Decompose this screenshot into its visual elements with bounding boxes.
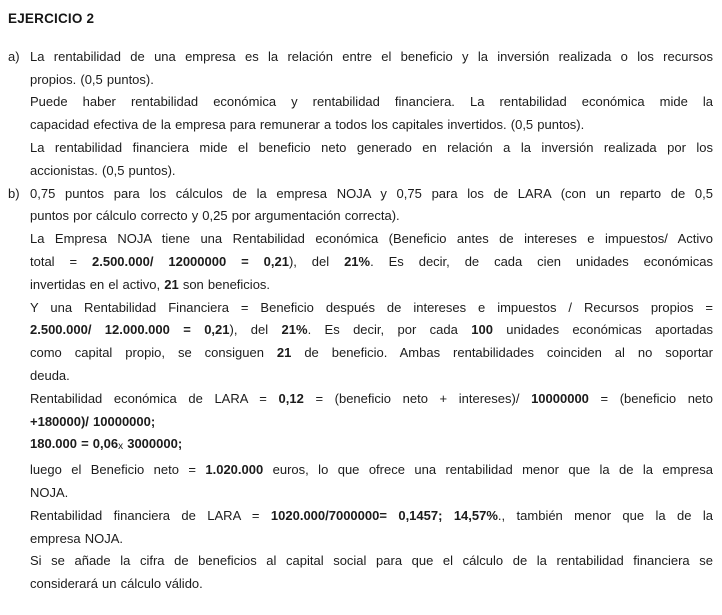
text-line xyxy=(30,46,713,69)
paragraph xyxy=(30,91,713,137)
text-segment: La rentabilidad financiera mide el beneficio neto generado en relación a la inversión realizada por los xyxy=(30,139,713,155)
text-line xyxy=(30,459,713,482)
document-body xyxy=(8,46,713,596)
text-segment: total = xyxy=(30,253,92,269)
text-segment: La Empresa NOJA tiene una Rentabilidad económica (Beneficio antes de intereses e impuestos/ Activo xyxy=(30,231,713,247)
text-segment: 21% xyxy=(344,253,371,269)
text-line xyxy=(30,482,713,505)
text-segment: invertidas en el activo, xyxy=(30,276,165,292)
text-line xyxy=(30,251,713,274)
list-marker: a) xyxy=(8,48,20,64)
text-segment: como capital propio, se consiguen xyxy=(30,345,277,361)
text-segment: 0,12 xyxy=(278,390,304,406)
text-segment: x xyxy=(118,441,124,453)
text-block xyxy=(8,46,713,183)
text-line xyxy=(30,274,713,297)
paragraph xyxy=(30,388,713,434)
paragraph xyxy=(30,183,713,229)
text-segment: considerará un cálculo válido. xyxy=(30,576,203,592)
text-segment: accionistas. (0,5 puntos). xyxy=(30,162,176,178)
text-line xyxy=(30,297,713,320)
text-segment: euros, lo que ofrece una rentabilidad menor que la de la empresa xyxy=(263,462,713,478)
text-segment: = (beneficio neto + intereses)/ xyxy=(303,390,532,406)
text-segment: luego el Beneficio neto = xyxy=(30,462,206,478)
paragraph xyxy=(30,550,713,596)
text-block xyxy=(8,183,713,596)
text-line xyxy=(30,205,713,228)
text-segment: 21% xyxy=(281,322,308,338)
text-line xyxy=(30,528,713,551)
text-line xyxy=(30,550,713,573)
text-line xyxy=(30,114,713,137)
text-line xyxy=(30,365,713,388)
text-segment: 1.020.000 xyxy=(205,462,264,478)
text-segment: capacidad efectiva de la empresa para remunerar a todos los capitales invertidos. (0,5 puntos). xyxy=(30,117,585,133)
text-line xyxy=(30,411,713,434)
paragraph xyxy=(30,137,713,183)
paragraph xyxy=(30,433,713,459)
text-segment: . Es decir, por cada xyxy=(307,322,472,338)
text-segment: deuda. xyxy=(30,367,70,383)
text-line xyxy=(30,69,713,92)
text-line xyxy=(30,573,713,596)
text-segment: de beneficio. Ambas rentabilidades coinciden al no soportar xyxy=(291,345,713,361)
text-segment: La rentabilidad de una empresa es la relación entre el beneficio y la inversión realizada o los recursos xyxy=(30,48,713,64)
text-segment: ), del xyxy=(288,253,345,269)
paragraph xyxy=(30,459,713,505)
text-segment: NOJA. xyxy=(30,484,69,500)
text-segment: 10000000 xyxy=(531,390,589,406)
text-segment: Si se añade la cifra de beneficios al capital social para que el cálculo de la rentabilidad financiera se xyxy=(30,553,713,569)
text-line xyxy=(30,183,713,206)
text-segment: 1020.000/7000000= 0,1457; 14,57% xyxy=(270,507,498,523)
text-segment: ., también menor que la de la xyxy=(497,507,713,523)
text-line xyxy=(30,342,713,365)
list-marker: b) xyxy=(8,185,20,201)
text-line xyxy=(30,91,713,114)
text-line xyxy=(30,319,713,342)
text-segment: 2.500.000/ 12.000.000 = 0,21 xyxy=(30,322,230,338)
paragraph xyxy=(30,46,713,92)
text-segment: 0,75 puntos para los cálculos de la empresa NOJA y 0,75 para los de LARA (con un reparto de 0,5 xyxy=(30,185,713,201)
text-segment: propios. (0,5 puntos). xyxy=(30,71,154,87)
text-segment: puntos por cálculo correcto y 0,25 por argumentación correcta). xyxy=(30,208,400,224)
paragraph xyxy=(30,228,713,296)
text-segment: . Es decir, de cada cien unidades económicas xyxy=(370,253,713,269)
text-segment: empresa NOJA. xyxy=(30,530,123,546)
text-line xyxy=(30,137,713,160)
text-line xyxy=(30,388,713,411)
text-segment: unidades económicas aportadas xyxy=(492,322,713,338)
text-segment: ), del xyxy=(229,322,282,338)
text-segment: 2.500.000/ 12000000 = 0,21 xyxy=(92,253,289,269)
paragraph xyxy=(30,505,713,551)
text-line xyxy=(30,228,713,251)
text-segment: 100 xyxy=(471,322,493,338)
text-segment: Rentabilidad económica de LARA = xyxy=(30,390,279,406)
text-segment: 21 xyxy=(164,276,179,292)
text-line xyxy=(30,433,713,459)
text-segment: +180000)/ 10000000; xyxy=(30,413,156,429)
text-line xyxy=(30,160,713,183)
text-segment: = (beneficio neto xyxy=(588,390,714,406)
text-segment: Rentabilidad financiera de LARA = xyxy=(30,507,271,523)
text-segment: Y una Rentabilidad Financiera = Beneficio después de intereses e impuestos / Recursos propios = xyxy=(30,299,713,315)
text-segment: 3000000; xyxy=(123,436,183,452)
text-segment: 21 xyxy=(276,345,292,361)
page-title: EJERCICIO 2 xyxy=(8,11,95,26)
text-line xyxy=(30,505,713,528)
text-segment: son beneficios. xyxy=(178,276,271,292)
paragraph xyxy=(30,297,713,388)
text-segment: 180.000 = 0,06 xyxy=(30,436,119,452)
text-segment: Puede haber rentabilidad económica y rentabilidad financiera. La rentabilidad económica mide la xyxy=(30,94,713,110)
